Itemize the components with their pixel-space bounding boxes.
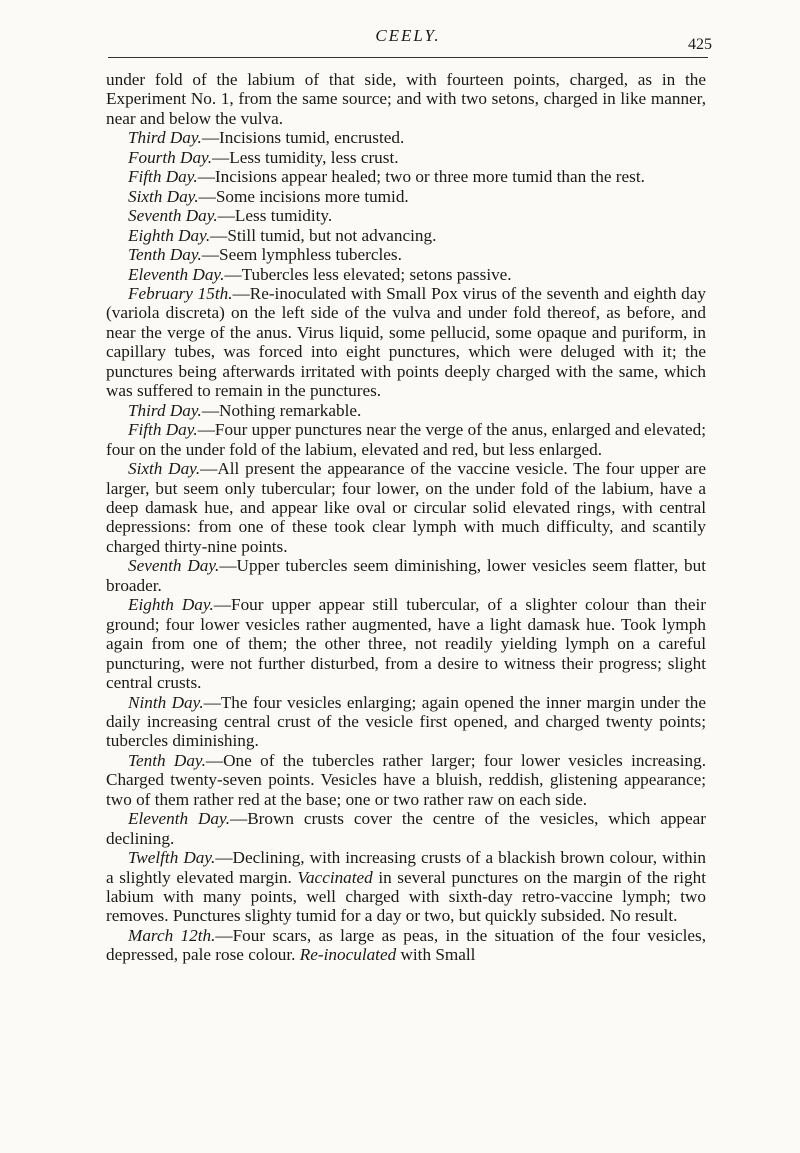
paragraph-lead: Seventh Day. <box>128 206 218 226</box>
paragraph: Eleventh Day.—Brown crusts cover the centre of the vesicles, which appear declining. <box>106 809 706 848</box>
paragraph: Fifth Day.—Four upper punctures near the verge of the anus, enlarged and elevated; four on the under fold of the labium, elevated and red, but less enlarged. <box>106 420 706 459</box>
paragraph: Seventh Day.—Less tumidity. <box>128 206 333 226</box>
paragraph: Eighth Day.—Four upper appear still tubercular, of a slighter colour than their ground; four lower vesicles rather augmented, have a light damask hue. Took lymph again from one of them; the other three, not readily yielding lymph on a careful puncturing, were not further disturbed, from a desire to witness their progress; slight central crusts. <box>106 595 706 693</box>
paragraph: Sixth Day.—All present the appearance of the vaccine vesicle. The four upper are larger, but seem only tubercular; four lower, on the under fold of the labium, have a deep damask hue, and appear like oval or circular solid elevated rings, with central depressions: from one of these took clear lymph with much difficulty, and scantily charged thirty-nine points. <box>106 459 706 556</box>
paragraph: Third Day.—Nothing remarkable. <box>128 400 362 420</box>
paragraph: Ninth Day.—The four vesicles enlarging; again opened the inner margin under the daily increasing central crust of the vesicle first opened, and charged twenty points; tubercles diminishing. <box>106 692 706 751</box>
paragraph-lead: Third Day. <box>128 400 202 420</box>
paragraph-lead: Fifth Day. <box>128 420 198 440</box>
page-number: 425 <box>688 36 712 53</box>
header-rule <box>108 57 708 58</box>
paragraph-lead: Tenth Day. <box>128 245 202 265</box>
paragraph: Eleventh Day.—Tubercles less elevated; setons passive. <box>128 264 512 284</box>
paragraph-lead: Eighth Day. <box>128 225 211 245</box>
paragraph: Tenth Day.—Seem lymphless tubercles. <box>128 245 402 265</box>
paragraph: Fourth Day.—Less tumidity, less crust. <box>128 147 399 167</box>
paragraph-lead: Ninth Day. <box>128 692 204 712</box>
paragraph: Third Day.—Incisions tumid, encrusted. <box>128 128 405 148</box>
paragraph-lead: Eleventh Day. <box>128 264 225 284</box>
paragraph: Sixth Day.—Some incisions more tumid. <box>128 186 409 206</box>
paragraph-lead: Twelfth Day. <box>128 848 216 868</box>
paragraph: Fifth Day.—Incisions appear healed; two or three more tumid than the rest. <box>128 167 645 187</box>
paragraph-lead: Tenth Day. <box>128 750 206 770</box>
paragraph-lead: Seventh Day. <box>128 556 220 576</box>
emphasis: Re-inoculated <box>299 945 397 965</box>
paragraph-lead: Sixth Day. <box>128 459 201 479</box>
page-header <box>108 22 712 62</box>
paragraph-lead: Third Day. <box>128 128 202 148</box>
paragraph: February 15th.—Re-inoculated with Small Pox virus of the seventh and eighth day (variola discreta) on the left side of the vulva and under fold thereof, as before, and near the verge of the anus. Virus liquid, some pellucid, some opaque and puriform, in capillary tubes, was forced into eight punctures, which were deluged with it; the punctures being afterwards irritated with points deeply charged with the same, which was suffered to remain in the punctures. <box>106 283 706 401</box>
paragraph: Seventh Day.—Upper tubercles seem diminishing, lower vesicles seem flatter, but broader. <box>106 556 706 595</box>
body-text <box>106 70 706 965</box>
paragraph-lead: Fourth Day. <box>128 147 213 167</box>
running-title: CEELY. <box>375 26 441 45</box>
paragraph: Twelfth Day.—Declining, with increasing crusts of a blackish brown colour, within a slightly elevated margin. Vaccinated in several punctures on the margin of the right labium with many points, well charged with sixth-day retro-vaccine lymph; two removes. Punctures slighty tumid for a day or two, but quickly subsided. No result. <box>106 848 707 926</box>
paragraph: March 12th.—Four scars, as large as peas, in the situation of the four vesicles, depressed, pale rose colour. Re-inoculated with Small <box>106 925 706 965</box>
paragraph-lead: Fifth Day. <box>128 167 198 187</box>
paragraph-lead: Eleventh Day. <box>128 809 230 829</box>
emphasis: Vaccinated <box>297 867 373 887</box>
paragraph-lead: February 15th. <box>128 283 233 303</box>
paragraph-lead: Eighth Day. <box>128 595 214 615</box>
paragraph-lead: Sixth Day. <box>128 186 199 206</box>
paragraph: under fold of the labium of that side, with fourteen points, charged, as in the Experiment No. 1, from the same source; and with two setons, charged in like manner, near and below the vulva. <box>106 70 706 128</box>
paragraph: Eighth Day.—Still tumid, but not advancing. <box>128 225 437 245</box>
paragraph: Tenth Day.—One of the tubercles rather larger; four lower vesicles increasing. Charged twenty-seven points. Vesicles have a bluish, reddish, glistening appearance; two of them rather red at the base; one or two rather raw on each side. <box>106 750 707 809</box>
paragraph-lead: March 12th. <box>128 925 216 945</box>
